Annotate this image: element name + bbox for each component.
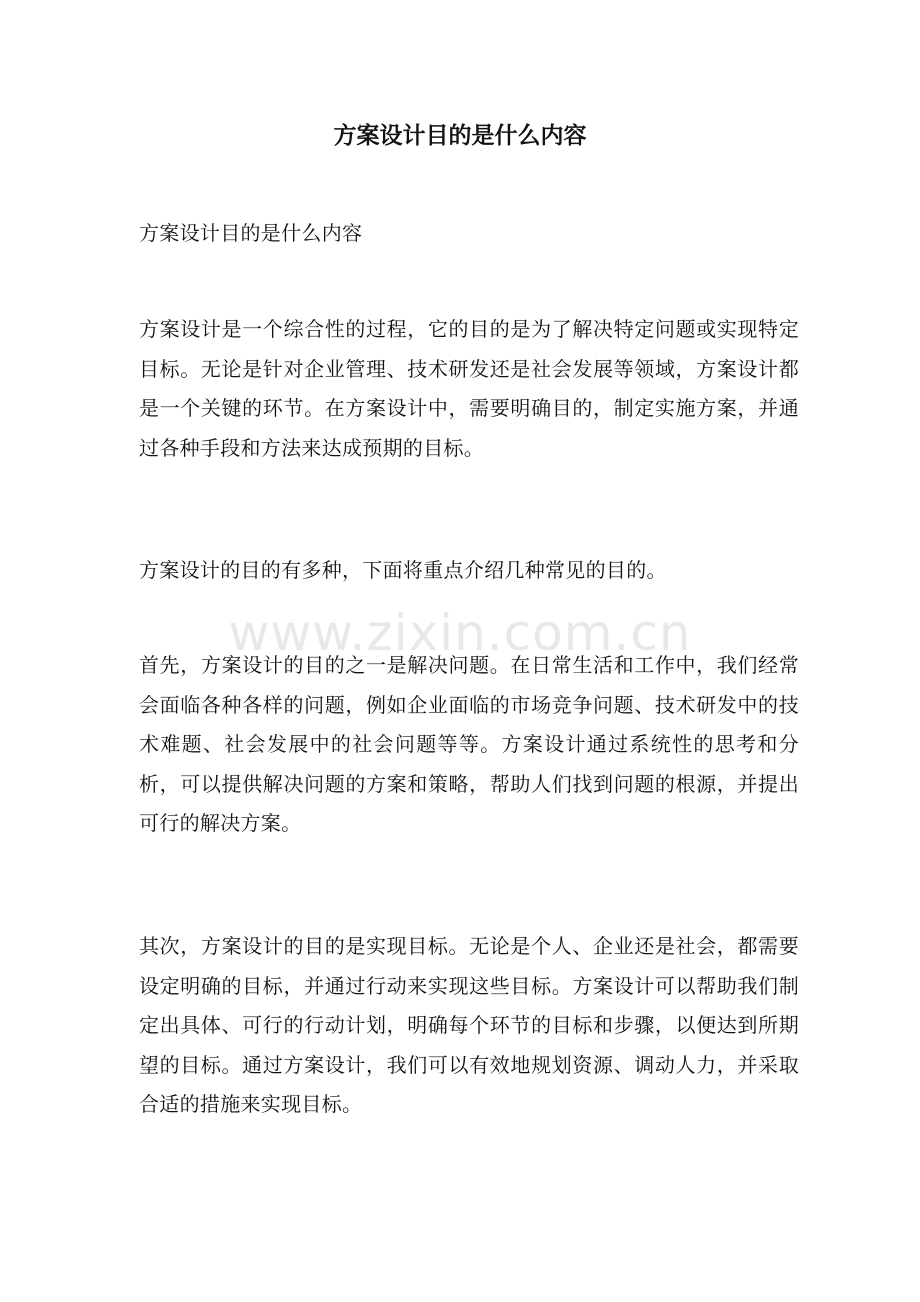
paragraph-first: 首先，方案设计的目的之一是解决问题。在日常生活和工作中，我们经常会面临各种各样的问题，例如企业面临的市场竞争问题、技术研发中的技术难题、社会发展中的社会问题等等。方案设计通过系统性的思考和分析，可以提供解决问题的方案和策略，帮助人们找到问题的根源，并提出可行的解决方案。 bbox=[139, 653, 799, 836]
subtitle-line: 方案设计目的是什么内容 bbox=[139, 221, 363, 245]
document-title: 方案设计目的是什么内容 bbox=[333, 122, 587, 149]
paragraph-intro: 方案设计是一个综合性的过程，它的目的是为了解决特定问题或实现特定目标。无论是针对企业管理、技术研发还是社会发展等领域，方案设计都是一个关键的环节。在方案设计中，需要明确目的，制定实施方案，并通过各种手段和方法来达成预期的目标。 bbox=[139, 317, 799, 460]
paragraph-overview: 方案设计的目的有多种，下面将重点介绍几种常见的目的。 bbox=[139, 558, 667, 582]
watermark-text: www.zixin.com.cn bbox=[228, 604, 692, 662]
paragraph-second: 其次，方案设计的目的是实现目标。无论是个人、企业还是社会，都需要设定明确的目标，并通过行动来实现这些目标。方案设计可以帮助我们制定出具体、可行的行动计划，明确每个环节的目标和步骤，以便达到所期望的目标。通过方案设计，我们可以有效地规划资源、调动人力，并采取合适的措施来实现目标。 bbox=[139, 934, 799, 1117]
